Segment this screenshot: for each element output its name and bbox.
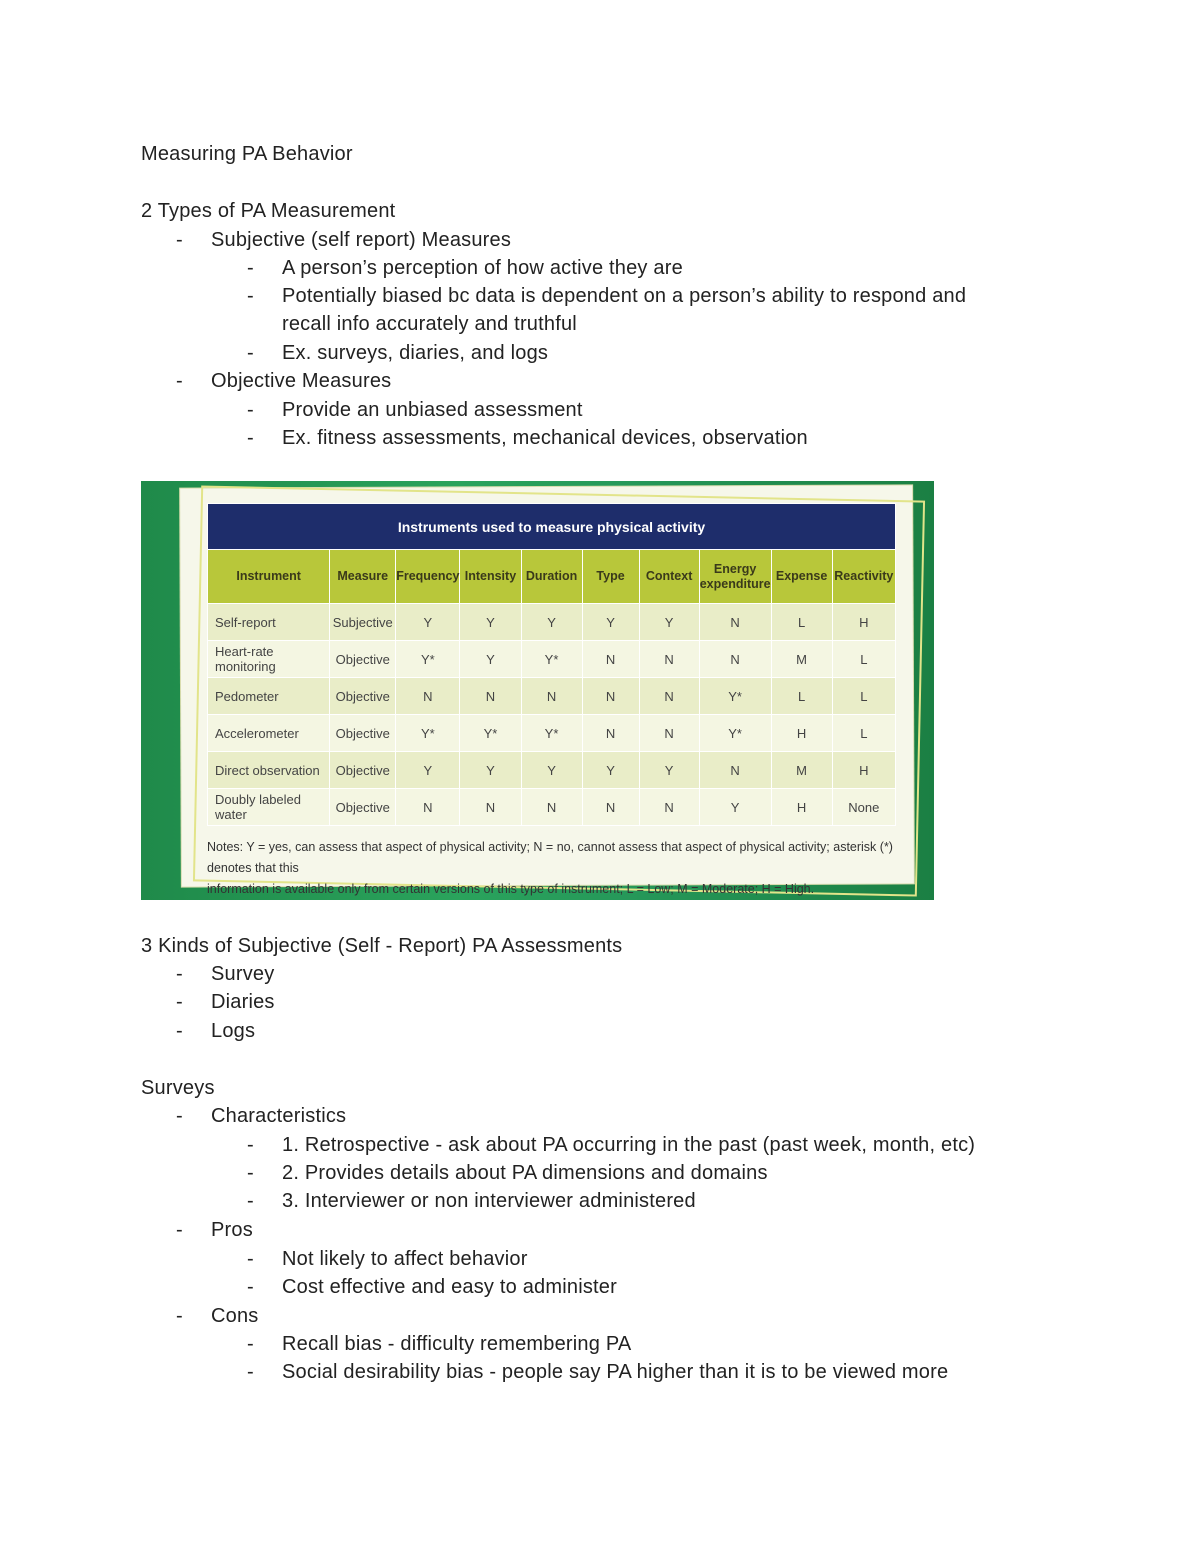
table-cell: Y* (699, 678, 771, 715)
table-cell: N (639, 641, 699, 678)
table-cell: N (521, 789, 582, 826)
column-header: Frequency (396, 550, 460, 604)
table-cell: N (699, 604, 771, 641)
table-cell: Y (460, 604, 521, 641)
table-row (208, 789, 896, 826)
table-cell: Y (396, 752, 460, 789)
list-item: Provide an unbiased assessment (282, 399, 583, 421)
table-cell: Y (460, 752, 521, 789)
table-cell: Y* (521, 641, 582, 678)
table-cell: L (771, 604, 832, 641)
bullet-dash: - (176, 1305, 183, 1327)
bullet-dash: - (247, 1134, 254, 1156)
table-cell: Y* (699, 715, 771, 752)
column-header: Type (582, 550, 639, 604)
table-cell: Y* (396, 641, 460, 678)
table-cell: N (396, 678, 460, 715)
column-header: Intensity (460, 550, 521, 604)
table-row (208, 752, 896, 789)
table-cell: Objective (330, 678, 396, 715)
table-notes (207, 837, 897, 900)
list-item: Ex. fitness assessments, mechanical devices, observation (282, 427, 808, 449)
bullet-dash: - (247, 1248, 254, 1270)
table-cell: Y* (396, 715, 460, 752)
table-cell: Direct observation (208, 752, 330, 789)
bullet-dash: - (247, 1333, 254, 1355)
table-cell: Self-report (208, 604, 330, 641)
list-item-pros: Pros (211, 1219, 253, 1241)
table-cell: Objective (330, 752, 396, 789)
list-item: Logs (211, 1020, 256, 1042)
table-cell: N (521, 678, 582, 715)
bullet-dash: - (247, 285, 254, 307)
table-cell: N (699, 752, 771, 789)
bullet-dash: - (247, 1361, 254, 1383)
table-cell: Doubly labeled water (208, 789, 330, 826)
table-row (208, 604, 896, 641)
list-item: Not likely to affect behavior (282, 1248, 528, 1270)
table-cell: Y (521, 604, 582, 641)
column-header: Energy expenditure (699, 550, 771, 604)
list-item-cons: Cons (211, 1305, 259, 1327)
table-cell: Pedometer (208, 678, 330, 715)
list-item: Diaries (211, 991, 275, 1013)
list-item: Ex. surveys, diaries, and logs (282, 342, 549, 364)
column-header: Context (639, 550, 699, 604)
bullet-dash: - (176, 370, 183, 392)
list-item-subjective: Subjective (self report) Measures (211, 229, 512, 251)
table-cell: N (582, 789, 639, 826)
table-cell: N (582, 715, 639, 752)
bullet-dash: - (247, 342, 254, 364)
table-cell: M (771, 752, 832, 789)
instruments-table (207, 503, 896, 826)
column-header: Instrument (208, 550, 330, 604)
table-cell: Accelerometer (208, 715, 330, 752)
table-cell: L (771, 678, 832, 715)
table-cell: Y* (521, 715, 582, 752)
list-item: 1. Retrospective - ask about PA occurring in the past (past week, month, etc) (282, 1134, 976, 1156)
table-cell: Objective (330, 641, 396, 678)
table-cell: N (460, 678, 521, 715)
bullet-dash: - (176, 229, 183, 251)
table-notes-line: Notes: Y = yes, can assess that aspect of physical activity; N = no, cannot assess that aspect of physical activity; asterisk (*) denotes that this (207, 840, 893, 875)
table-cell: Y (639, 604, 699, 641)
bullet-dash: - (247, 399, 254, 421)
bullet-dash: - (176, 1020, 183, 1042)
bullet-dash: - (247, 427, 254, 449)
list-item: A person’s perception of how active they are (282, 257, 683, 279)
table-cell: M (771, 641, 832, 678)
table-cell: Objective (330, 715, 396, 752)
bullet-dash: - (247, 1190, 254, 1212)
table-cell: N (639, 715, 699, 752)
section-heading-types: 2 Types of PA Measurement (141, 200, 396, 222)
list-item: 3. Interviewer or non interviewer administered (282, 1190, 696, 1212)
table-cell: N (582, 678, 639, 715)
instruments-figure (141, 481, 934, 900)
table-title: Instruments used to measure physical activity (208, 504, 896, 550)
table-header-row (208, 550, 896, 604)
table-cell: Y (639, 752, 699, 789)
table-cell: Y (582, 604, 639, 641)
column-header: Expense (771, 550, 832, 604)
table-row (208, 678, 896, 715)
table-cell: Y (460, 641, 521, 678)
table-cell: Y* (460, 715, 521, 752)
bullet-dash: - (247, 1276, 254, 1298)
table-notes-line: information is available only from certain versions of this type of instrument; L = Low; M = Moderate; H = High. (207, 882, 815, 896)
table-cell: L (832, 715, 895, 752)
table-row (208, 641, 896, 678)
list-item: Recall bias - difficulty remembering PA (282, 1333, 632, 1355)
table-cell: H (771, 789, 832, 826)
section-heading-kinds: 3 Kinds of Subjective (Self - Report) PA Assessments (141, 935, 623, 957)
list-item-objective: Objective Measures (211, 370, 392, 392)
bullet-dash: - (176, 1219, 183, 1241)
bullet-dash: - (176, 1105, 183, 1127)
list-item: 2. Provides details about PA dimensions and domains (282, 1162, 768, 1184)
list-item: Potentially biased bc data is dependent on a person’s ability to respond and (282, 285, 967, 307)
section-heading-surveys: Surveys (141, 1077, 215, 1099)
list-item: Social desirability bias - people say PA higher than it is to be viewed more (282, 1361, 949, 1383)
table-cell: H (832, 752, 895, 789)
table-cell: N (460, 789, 521, 826)
table-cell: H (771, 715, 832, 752)
column-header: Measure (330, 550, 396, 604)
table-row (208, 715, 896, 752)
table-cell: H (832, 604, 895, 641)
table-cell: L (832, 641, 895, 678)
page-title: Measuring PA Behavior (141, 143, 353, 165)
list-item-characteristics: Characteristics (211, 1105, 347, 1127)
table-cell: N (639, 678, 699, 715)
table-cell: N (396, 789, 460, 826)
table-cell: Y (521, 752, 582, 789)
bullet-dash: - (247, 257, 254, 279)
list-item-continuation: recall info accurately and truthful (282, 313, 577, 335)
table-cell: Y (396, 604, 460, 641)
table-cell: Subjective (330, 604, 396, 641)
list-item: Survey (211, 963, 275, 985)
list-item: Cost effective and easy to administer (282, 1276, 617, 1298)
table-cell: N (639, 789, 699, 826)
bullet-dash: - (176, 963, 183, 985)
table-cell: Y (582, 752, 639, 789)
column-header: Reactivity (832, 550, 895, 604)
table-cell: L (832, 678, 895, 715)
table-cell: N (582, 641, 639, 678)
bullet-dash: - (247, 1162, 254, 1184)
table-cell: Y (699, 789, 771, 826)
table-cell: N (699, 641, 771, 678)
table-cell: None (832, 789, 895, 826)
bullet-dash: - (176, 991, 183, 1013)
table-cell: Objective (330, 789, 396, 826)
column-header: Duration (521, 550, 582, 604)
table-cell: Heart-rate monitoring (208, 641, 330, 678)
